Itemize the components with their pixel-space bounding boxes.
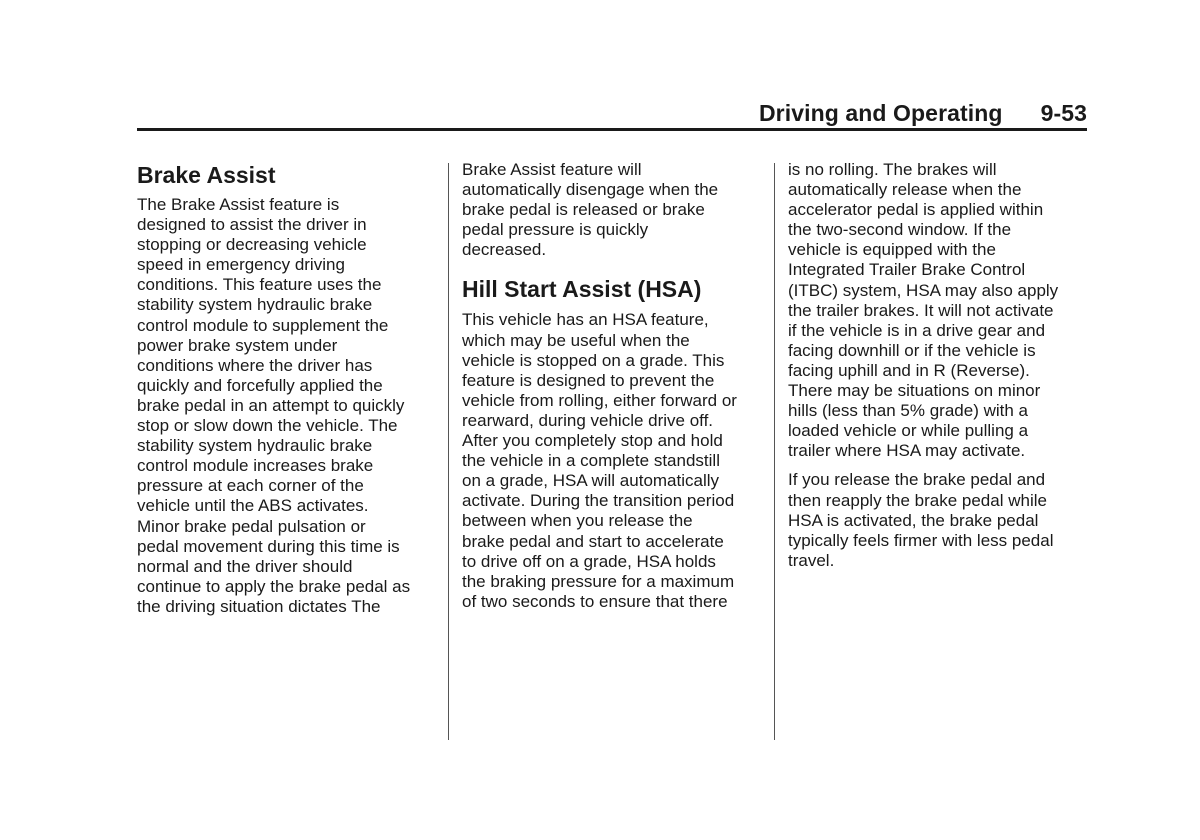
brake-assist-paragraph — [137, 195, 439, 617]
text-line: continue to apply the brake pedal as — [137, 576, 411, 596]
text-line: quickly and forcefully applied the — [137, 375, 383, 395]
text-line: brake pedal in an attempt to quickly — [137, 395, 405, 415]
text-line: vehicle from rolling, either forward or — [462, 390, 737, 410]
text-line: is no rolling. The brakes will — [788, 160, 997, 179]
text-line: If you release the brake pedal and — [788, 470, 1046, 490]
hsa-paragraph-1 — [462, 310, 764, 611]
text-line: decreased. — [462, 240, 547, 260]
text-line: activate. During the transition period — [462, 491, 735, 511]
column-divider-2 — [774, 163, 775, 740]
text-line: travel. — [788, 550, 835, 570]
text-line: HSA is activated, the brake pedal — [788, 510, 1039, 530]
text-line: the trailer brakes. It will not activate — [788, 300, 1054, 320]
column-2 — [462, 160, 764, 612]
text-line: stop or slow down the vehicle. The — [137, 416, 398, 436]
text-line: automatically release when the — [788, 180, 1022, 200]
page-number: 9-53 — [1040, 100, 1087, 126]
text-line: accelerator pedal is applied within — [788, 200, 1044, 220]
text-line: rearward, during vehicle drive off. — [462, 410, 714, 430]
text-line: control module to supplement the — [137, 315, 389, 335]
text-line: the two-second window. If the — [788, 220, 1012, 240]
column-divider-1 — [448, 163, 449, 740]
text-line: hills (less than 5% grade) with a — [788, 401, 1029, 421]
brake-assist-continuation — [462, 160, 764, 260]
text-line: designed to assist the driver in — [137, 215, 367, 235]
text-line: to drive off on a grade, HSA holds — [462, 551, 716, 571]
text-line: if the vehicle is in a drive gear and — [788, 320, 1046, 340]
text-line: the braking pressure for a maximum — [462, 571, 735, 591]
text-line: normal and the driver should — [137, 556, 353, 576]
text-line: between when you release the — [462, 511, 693, 531]
text-line: pedal pressure is quickly — [462, 220, 649, 240]
text-line: After you completely stop and hold — [462, 431, 723, 451]
text-line: pressure at each corner of the — [137, 476, 364, 496]
text-line: feature is designed to prevent the — [462, 370, 715, 390]
text-line: on a grade, HSA will automatically — [462, 471, 720, 491]
text-line: conditions. This feature uses the — [137, 275, 382, 295]
text-line: Minor brake pedal pulsation or — [137, 516, 366, 536]
text-line: then reapply the brake pedal while — [788, 490, 1047, 510]
text-line: stopping or decreasing vehicle — [137, 235, 367, 255]
hsa-paragraph-1-continued — [788, 160, 1090, 461]
text-line: automatically disengage when the — [462, 180, 719, 200]
text-line: vehicle is stopped on a grade. This — [462, 350, 725, 370]
text-line: stability system hydraulic brake — [137, 436, 373, 456]
column-1 — [137, 160, 439, 617]
header-section-title: Driving and Operating — [758, 100, 1003, 126]
text-line: vehicle until the ABS activates. — [137, 496, 369, 516]
hsa-paragraph-2 — [788, 470, 1090, 570]
text-line: Integrated Trailer Brake Control — [788, 260, 1026, 280]
text-line: which may be useful when the — [462, 330, 690, 350]
hill-start-assist-heading: Hill Start Assist (HSA) — [462, 276, 702, 303]
text-line: of two seconds to ensure that there — [462, 591, 728, 611]
page-header — [137, 100, 1087, 130]
text-line: brake pedal and start to accelerate — [462, 531, 724, 551]
text-line: Brake Assist feature will — [462, 160, 642, 179]
text-line: the vehicle in a complete standstill — [462, 451, 720, 471]
text-line: typically feels firmer with less pedal — [788, 530, 1054, 550]
text-line: speed in emergency driving — [137, 255, 345, 275]
text-line: stability system hydraulic brake — [137, 295, 373, 315]
text-line: pedal movement during this time is — [137, 536, 400, 556]
header-rule — [137, 128, 1087, 131]
text-line: trailer where HSA may activate. — [788, 441, 1026, 461]
text-line: vehicle is equipped with the — [788, 240, 996, 260]
column-3 — [788, 160, 1090, 571]
text-line: (ITBC) system, HSA may also apply — [788, 280, 1059, 300]
text-line: facing uphill and in R (Reverse). — [788, 360, 1030, 380]
text-line: power brake system under — [137, 335, 338, 355]
text-line: There may be situations on minor — [788, 381, 1041, 401]
text-line: control module increases brake — [137, 456, 374, 476]
text-line: conditions where the driver has — [137, 355, 373, 375]
text-line: facing downhill or if the vehicle is — [788, 340, 1036, 360]
text-line: The Brake Assist feature is — [137, 195, 340, 214]
brake-assist-heading: Brake Assist — [137, 162, 276, 188]
text-line: the driving situation dictates The — [137, 596, 381, 616]
text-line: loaded vehicle or while pulling a — [788, 421, 1029, 441]
text-line: brake pedal is released or brake — [462, 200, 705, 220]
text-line: This vehicle has an HSA feature, — [462, 310, 709, 330]
